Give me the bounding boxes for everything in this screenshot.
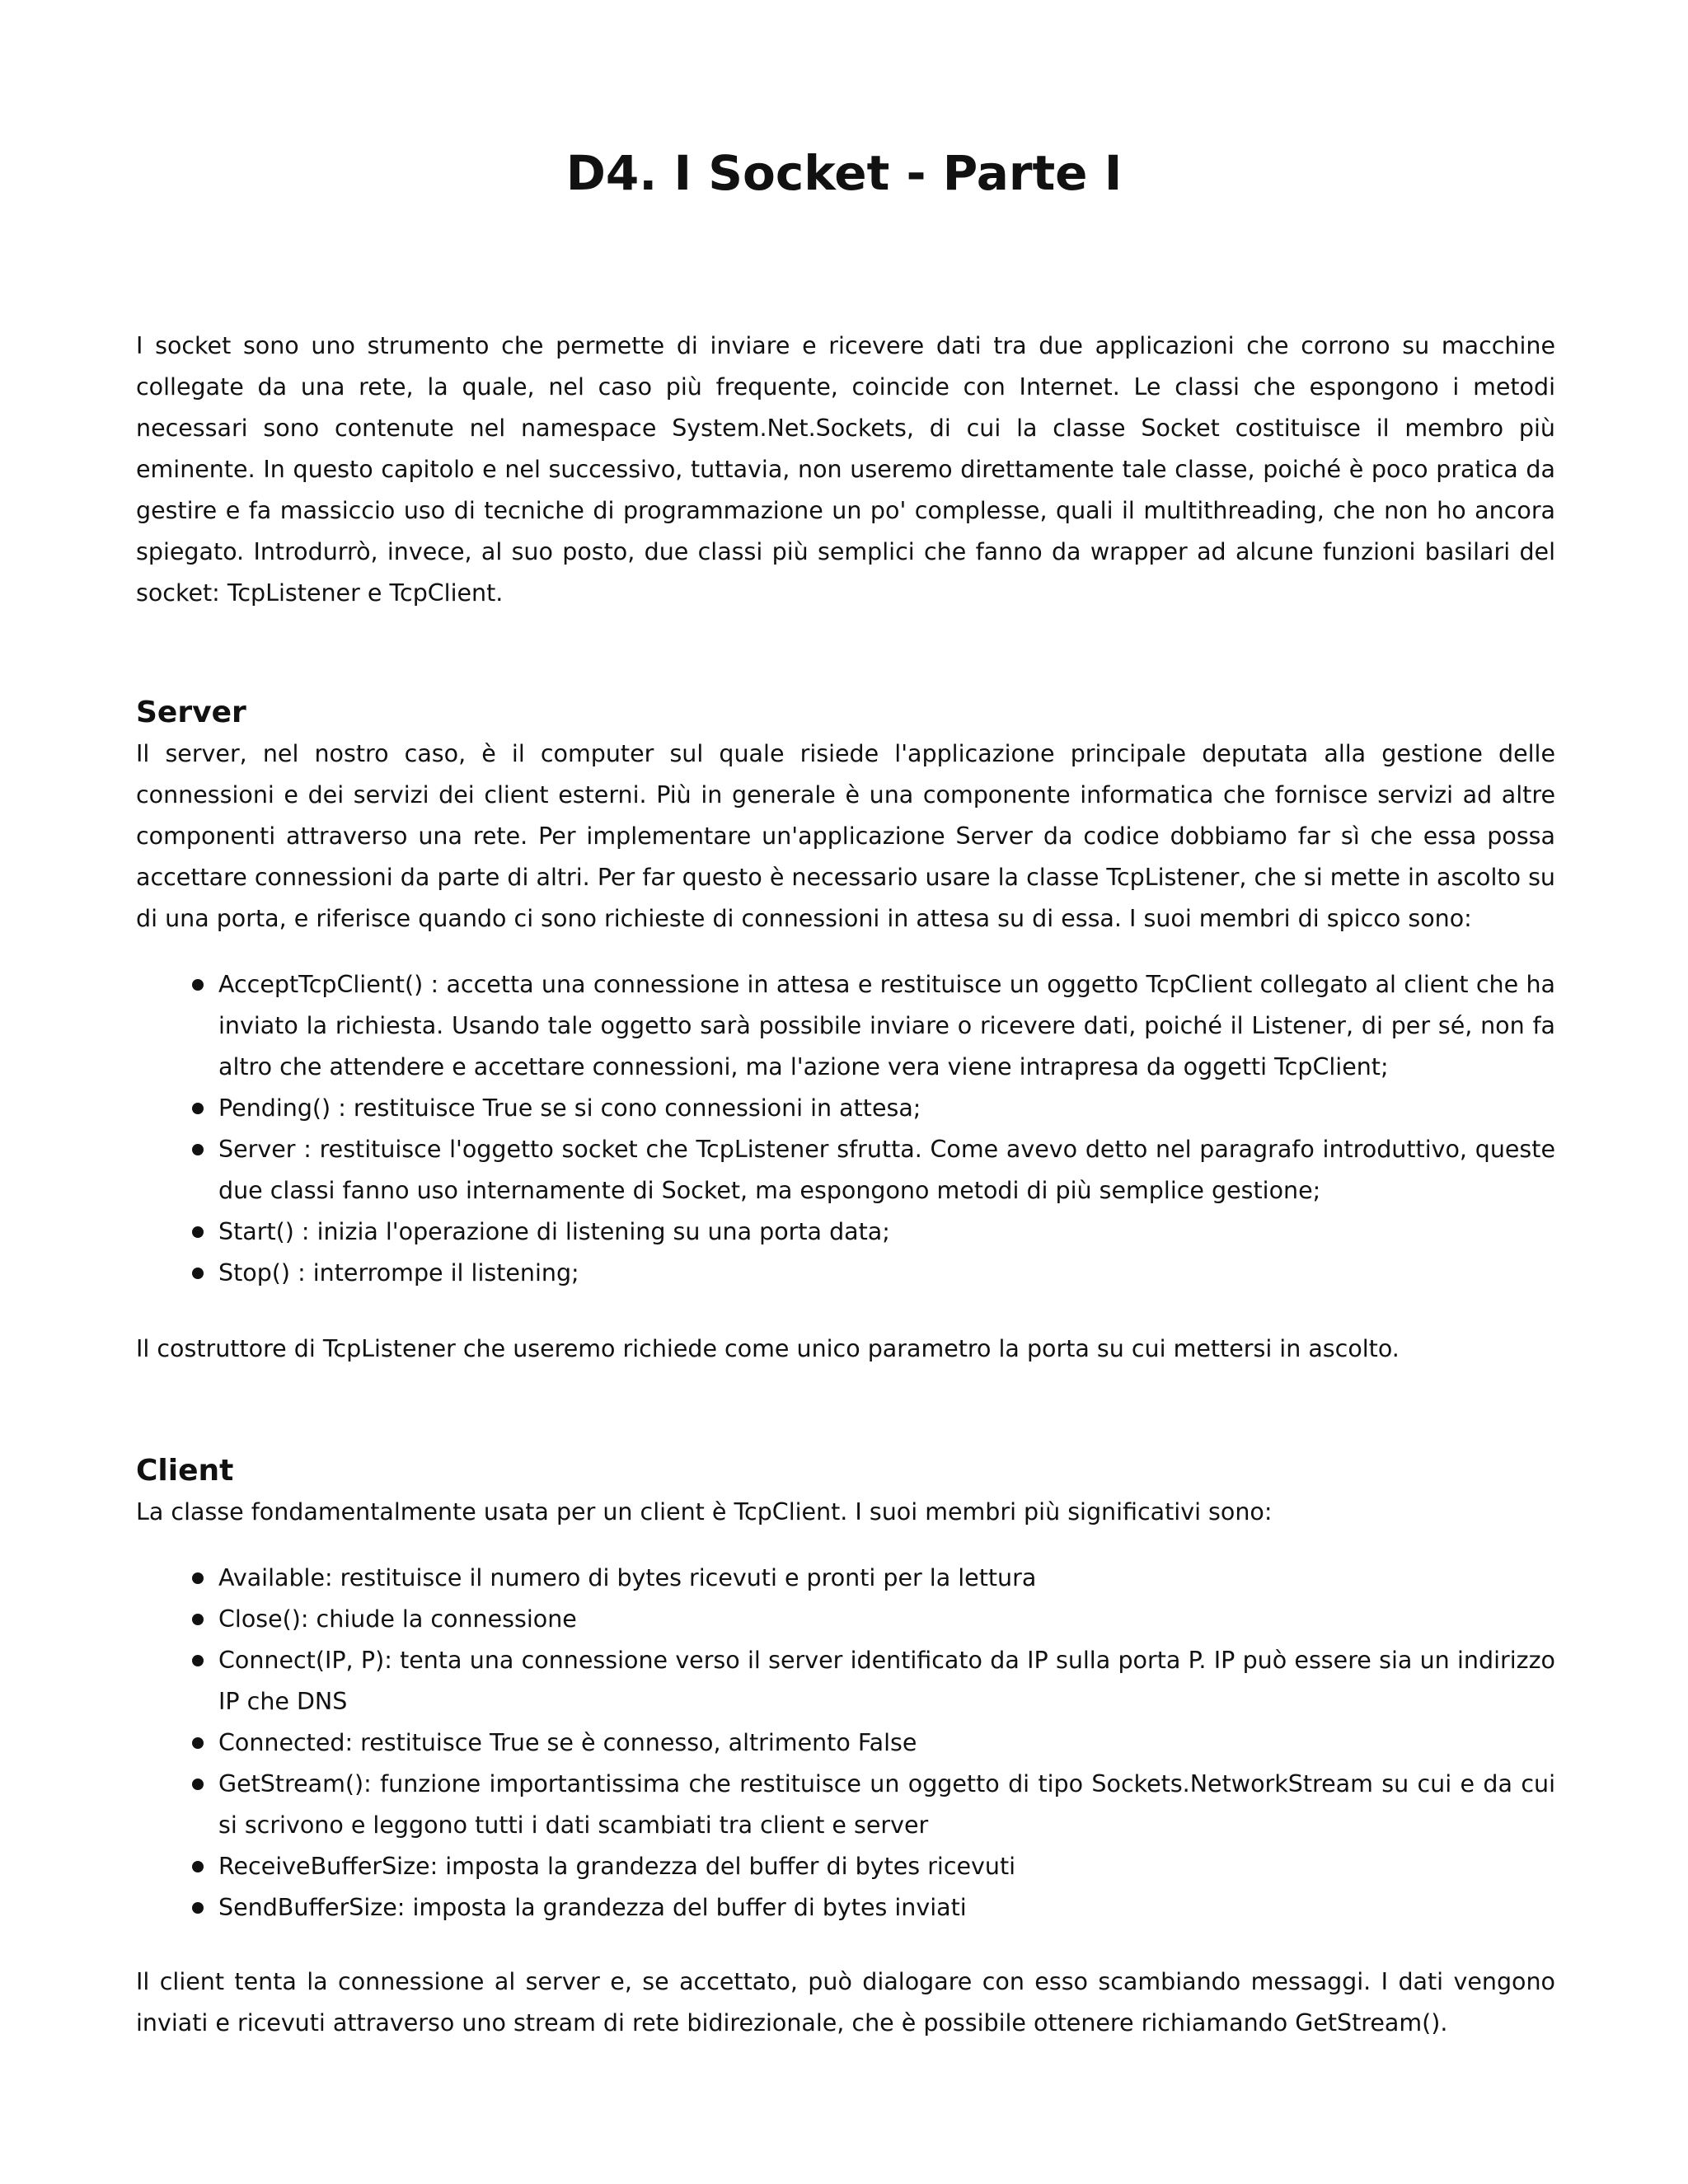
bullet-icon (192, 1902, 204, 1914)
list-item: Connected: restituisce True se è connesso, altrimento False (136, 1722, 1555, 1764)
list-item: GetStream(): funzione importantissima che restituisce un oggetto di tipo Sockets.NetworkStream su cui e da cui si scrivono e leggono tutti i dati scambiati tra client e server (136, 1764, 1555, 1846)
page-title: D4. I Socket - Parte I (565, 145, 1123, 201)
list-item: Close(): chiude la connessione (136, 1599, 1555, 1640)
server-members-list (136, 964, 1555, 1294)
list-item: Pending() : restituisce True se si cono connessioni in attesa; (136, 1088, 1555, 1129)
client-closing-paragraph: Il client tenta la connessione al server e, se accettato, può dialogare con esso scambiando messaggi. I dati vengono inviati e ricevuti attraverso uno stream di rete bidirezionale, che è possibile ottenere richiamando GetStream(). (136, 1968, 1555, 2036)
bullet-icon (192, 1572, 204, 1584)
server-paragraph: Il server, nel nostro caso, è il computer sul quale risiede l'applicazione principale deputata alla gestione delle connessioni e dei servizi dei client esterni. Più in generale è una componente informatica che fornisce servizi ad altre componenti attraverso una rete. Per implementare un'applicazione Server da codice dobbiamo far sì che essa possa accettare connessioni da parte di altri. Per far questo è necessario usare la classe TcpListener, che si mette in ascolto su di una porta, e riferisce quando ci sono richieste di connessioni in attesa su di essa. I suoi membri di spicco sono: (136, 740, 1555, 932)
list-item: Server : restituisce l'oggetto socket che TcpListener sfrutta. Come avevo detto nel paragrafo introduttivo, queste due classi fanno uso internamente di Socket, ma espongono metodi di più semplice gestione; (136, 1129, 1555, 1212)
bullet-icon (192, 1268, 204, 1279)
list-item: Connect(IP, P): tenta una connessione verso il server identificato da IP sulla porta P. IP può essere sia un indirizzo IP che DNS (136, 1640, 1555, 1722)
bullet-icon (192, 1226, 204, 1238)
bullet-icon (192, 979, 204, 991)
client-heading: Client (136, 1454, 234, 1488)
bullet-icon (192, 1614, 204, 1625)
bullet-icon (192, 1779, 204, 1790)
server-heading: Server (136, 696, 246, 729)
server-closing-paragraph: Il costruttore di TcpListener che useremo richiede come unico parametro la porta su cui mettersi in ascolto. (136, 1335, 1400, 1362)
bullet-icon (192, 1861, 204, 1872)
list-item: Stop() : interrompe il listening; (136, 1253, 1555, 1294)
list-item: ReceiveBufferSize: imposta la grandezza del buffer di bytes ricevuti (136, 1846, 1555, 1887)
list-item: SendBufferSize: imposta la grandezza del buffer di bytes inviati (136, 1887, 1555, 1929)
intro-paragraph: I socket sono uno strumento che permette di inviare e ricevere dati tra due applicazioni che corrono su macchine collegate da una rete, la quale, nel caso più frequente, coincide con Internet. Le classi che espongono i metodi necessari sono contenute nel namespace System.Net.Sockets, di cui la classe Socket costituisce il membro più eminente. In questo capitolo e nel successivo, tuttavia, non useremo direttamente tale classe, poiché è poco pratica da gestire e fa massiccio uso di tecniche di programmazione un po' complesse, quali il multithreading, che non ho ancora spiegato. Introdurrò, invece, al suo posto, due classi più semplici che fanno da wrapper ad alcune funzioni basilari del socket: TcpListener e TcpClient. (136, 332, 1555, 607)
bullet-icon (192, 1103, 204, 1114)
list-item: Available: restituisce il numero di bytes ricevuti e pronti per la lettura (136, 1558, 1555, 1599)
client-paragraph: La classe fondamentalmente usata per un client è TcpClient. I suoi membri più significativi sono: (136, 1498, 1273, 1526)
bullet-icon (192, 1737, 204, 1749)
bullet-icon (192, 1144, 204, 1155)
client-members-list (136, 1558, 1555, 1929)
bullet-icon (192, 1655, 204, 1666)
list-item: Start() : inizia l'operazione di listening su una porta data; (136, 1212, 1555, 1253)
list-item: AcceptTcpClient() : accetta una connessione in attesa e restituisce un oggetto TcpClient collegato al client che ha inviato la richiesta. Usando tale oggetto sarà possibile inviare o ricevere dati, poiché il Listener, di per sé, non fa altro che attendere e accettare connessioni, ma l'azione vera viene intrapresa da oggetti TcpClient; (136, 964, 1555, 1088)
